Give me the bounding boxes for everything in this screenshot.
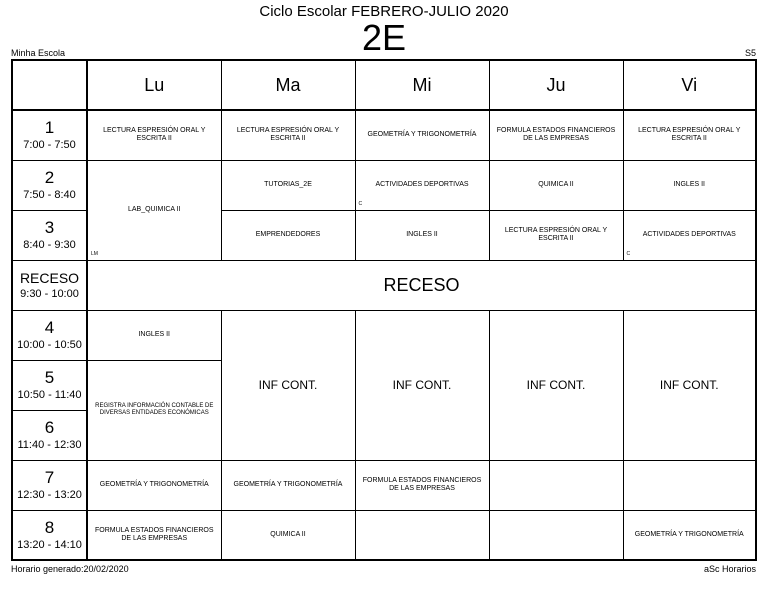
period-number: 3 xyxy=(44,218,55,237)
lesson-cell[interactable] xyxy=(87,460,221,510)
lesson-label: FORMULA ESTADOS FINANCIEROS DE LAS EMPRESAS xyxy=(496,127,616,143)
lesson-cell[interactable] xyxy=(221,510,355,560)
lesson-cell[interactable] xyxy=(623,110,756,160)
period-time: 10:50 - 11:40 xyxy=(17,389,82,401)
period-time: 7:00 - 7:50 xyxy=(23,139,76,152)
lesson-label: LAB_QUIMICA II xyxy=(127,206,181,213)
lesson-label: FORMULA ESTADOS FINANCIEROS DE LAS EMPRESAS xyxy=(362,477,482,492)
lesson-label: LECTURA ESPRESIÓN ORAL Y ESCRITA II xyxy=(236,127,340,143)
lesson-cell[interactable] xyxy=(489,160,623,210)
timetable-title: Ciclo Escolar FEBRERO-JULIO 2020 xyxy=(259,3,509,20)
timetable-code: S5 xyxy=(744,48,756,58)
corner-cell xyxy=(12,60,87,110)
period-header xyxy=(12,210,87,260)
period-number: 7 xyxy=(44,468,55,487)
day-header: Lu xyxy=(87,60,221,110)
recess-cell: RECESO xyxy=(87,260,756,310)
period-number: 4 xyxy=(44,318,55,337)
lesson-cell[interactable] xyxy=(87,510,221,560)
lesson-label: ACTIVIDADES DEPORTIVAS xyxy=(375,181,469,188)
lesson-cell[interactable] xyxy=(489,510,623,560)
lesson-label: EMPRENDEDORES xyxy=(255,231,321,238)
period-header xyxy=(12,260,87,310)
period-time: 10:00 - 10:50 xyxy=(17,339,82,351)
school-name: Minha Escola xyxy=(11,48,66,58)
lesson-cell[interactable] xyxy=(489,460,623,510)
period-header xyxy=(12,460,87,510)
period-header xyxy=(12,110,87,160)
period-number: 1 xyxy=(44,118,55,138)
lesson-label: GEOMETRÍA Y TRIGONOMETRÍA xyxy=(367,131,477,139)
lesson-label: ACTIVIDADES DEPORTIVAS xyxy=(642,231,736,238)
period-time: 9:30 - 10:00 xyxy=(20,288,79,300)
lesson-label: INF CONT. xyxy=(659,378,719,392)
lesson-label: INF CONT. xyxy=(258,378,318,392)
software-credit: aSc Horarios xyxy=(703,564,756,574)
period-header xyxy=(12,510,87,560)
lesson-cell[interactable] xyxy=(87,160,221,260)
lesson-cell[interactable] xyxy=(623,310,756,460)
room-tag: C xyxy=(358,200,363,207)
lesson-label: QUIMICA II xyxy=(538,181,574,188)
period-number: 6 xyxy=(44,418,55,437)
lesson-label: LECTURA ESPRESIÓN ORAL Y ESCRITA II xyxy=(103,127,206,143)
lesson-label: LECTURA ESPRESIÓN ORAL Y ESCRITA II xyxy=(504,227,608,242)
lesson-cell[interactable] xyxy=(489,110,623,160)
period-time: 13:20 - 14:10 xyxy=(17,538,82,551)
room-tag: C xyxy=(626,250,631,257)
lesson-label: GEOMETRÍA Y TRIGONOMETRÍA xyxy=(99,481,209,488)
lesson-cell[interactable] xyxy=(221,160,355,210)
period-time: 8:40 - 9:30 xyxy=(23,239,76,251)
lesson-cell[interactable] xyxy=(221,310,355,460)
lesson-label: FORMULA ESTADOS FINANCIEROS DE LAS EMPRESAS xyxy=(95,526,214,542)
room-tag: LM xyxy=(91,250,98,257)
period-time: 12:30 - 13:20 xyxy=(17,489,82,501)
period-number: 5 xyxy=(44,368,55,387)
period-row xyxy=(12,110,756,160)
day-header: Ma xyxy=(221,60,355,110)
period-header xyxy=(12,160,87,210)
lesson-cell[interactable] xyxy=(623,160,756,210)
lesson-cell[interactable] xyxy=(355,310,489,460)
lesson-cell[interactable] xyxy=(623,460,756,510)
period-header xyxy=(12,310,87,360)
lesson-label: LECTURA ESPRESIÓN ORAL Y ESCRITA II xyxy=(638,127,741,143)
period-time: 7:50 - 8:40 xyxy=(23,189,76,201)
period-row xyxy=(12,510,756,560)
lesson-cell[interactable] xyxy=(221,210,355,260)
lesson-cell[interactable] xyxy=(355,210,489,260)
lesson-cell[interactable] xyxy=(221,110,355,160)
generated-date: Horario generado:20/02/2020 xyxy=(11,564,129,574)
lesson-label: INGLES II xyxy=(673,181,705,188)
lesson-label: GEOMETRÍA Y TRIGONOMETRÍA xyxy=(634,530,744,538)
lesson-cell[interactable] xyxy=(87,310,221,360)
period-row xyxy=(12,310,756,360)
lesson-cell[interactable] xyxy=(355,110,489,160)
lesson-label: REGISTRA INFORMACIÓN CONTABLE DE DIVERSAS ENTIDADES ECONÓMICAS xyxy=(95,403,214,416)
lesson-label: INGLES II xyxy=(406,231,438,238)
lesson-cell[interactable] xyxy=(489,310,623,460)
period-row xyxy=(12,160,756,210)
lesson-label: INF CONT. xyxy=(392,378,452,392)
lesson-cell[interactable] xyxy=(489,210,623,260)
period-time: 11:40 - 12:30 xyxy=(17,439,82,451)
lesson-label: TUTORIAS_2E xyxy=(264,181,312,188)
lesson-label: INF CONT. xyxy=(526,378,586,392)
lesson-label: QUIMICA II xyxy=(270,530,306,538)
timetable-grid xyxy=(11,59,757,561)
period-header xyxy=(12,410,87,460)
period-row xyxy=(12,460,756,510)
day-header: Ju xyxy=(489,60,623,110)
day-header: Mi xyxy=(355,60,489,110)
class-name: 2E xyxy=(361,17,407,58)
period-number: 8 xyxy=(44,517,55,537)
lesson-cell[interactable] xyxy=(355,160,489,210)
lesson-cell[interactable] xyxy=(355,460,489,510)
day-header: Vi xyxy=(623,60,756,110)
lesson-cell[interactable] xyxy=(221,460,355,510)
lesson-label: GEOMETRÍA Y TRIGONOMETRÍA xyxy=(233,481,343,488)
lesson-cell[interactable] xyxy=(355,510,489,560)
lesson-cell[interactable] xyxy=(87,110,221,160)
lesson-cell[interactable] xyxy=(87,360,221,460)
recess-row xyxy=(12,260,756,310)
days-header-row xyxy=(12,60,756,110)
lesson-cell[interactable] xyxy=(623,210,756,260)
lesson-cell[interactable] xyxy=(623,510,756,560)
lesson-label: INGLES II xyxy=(138,331,170,338)
period-number: 2 xyxy=(44,168,55,187)
period-header xyxy=(12,360,87,410)
recess-label: RECESO xyxy=(19,270,80,286)
